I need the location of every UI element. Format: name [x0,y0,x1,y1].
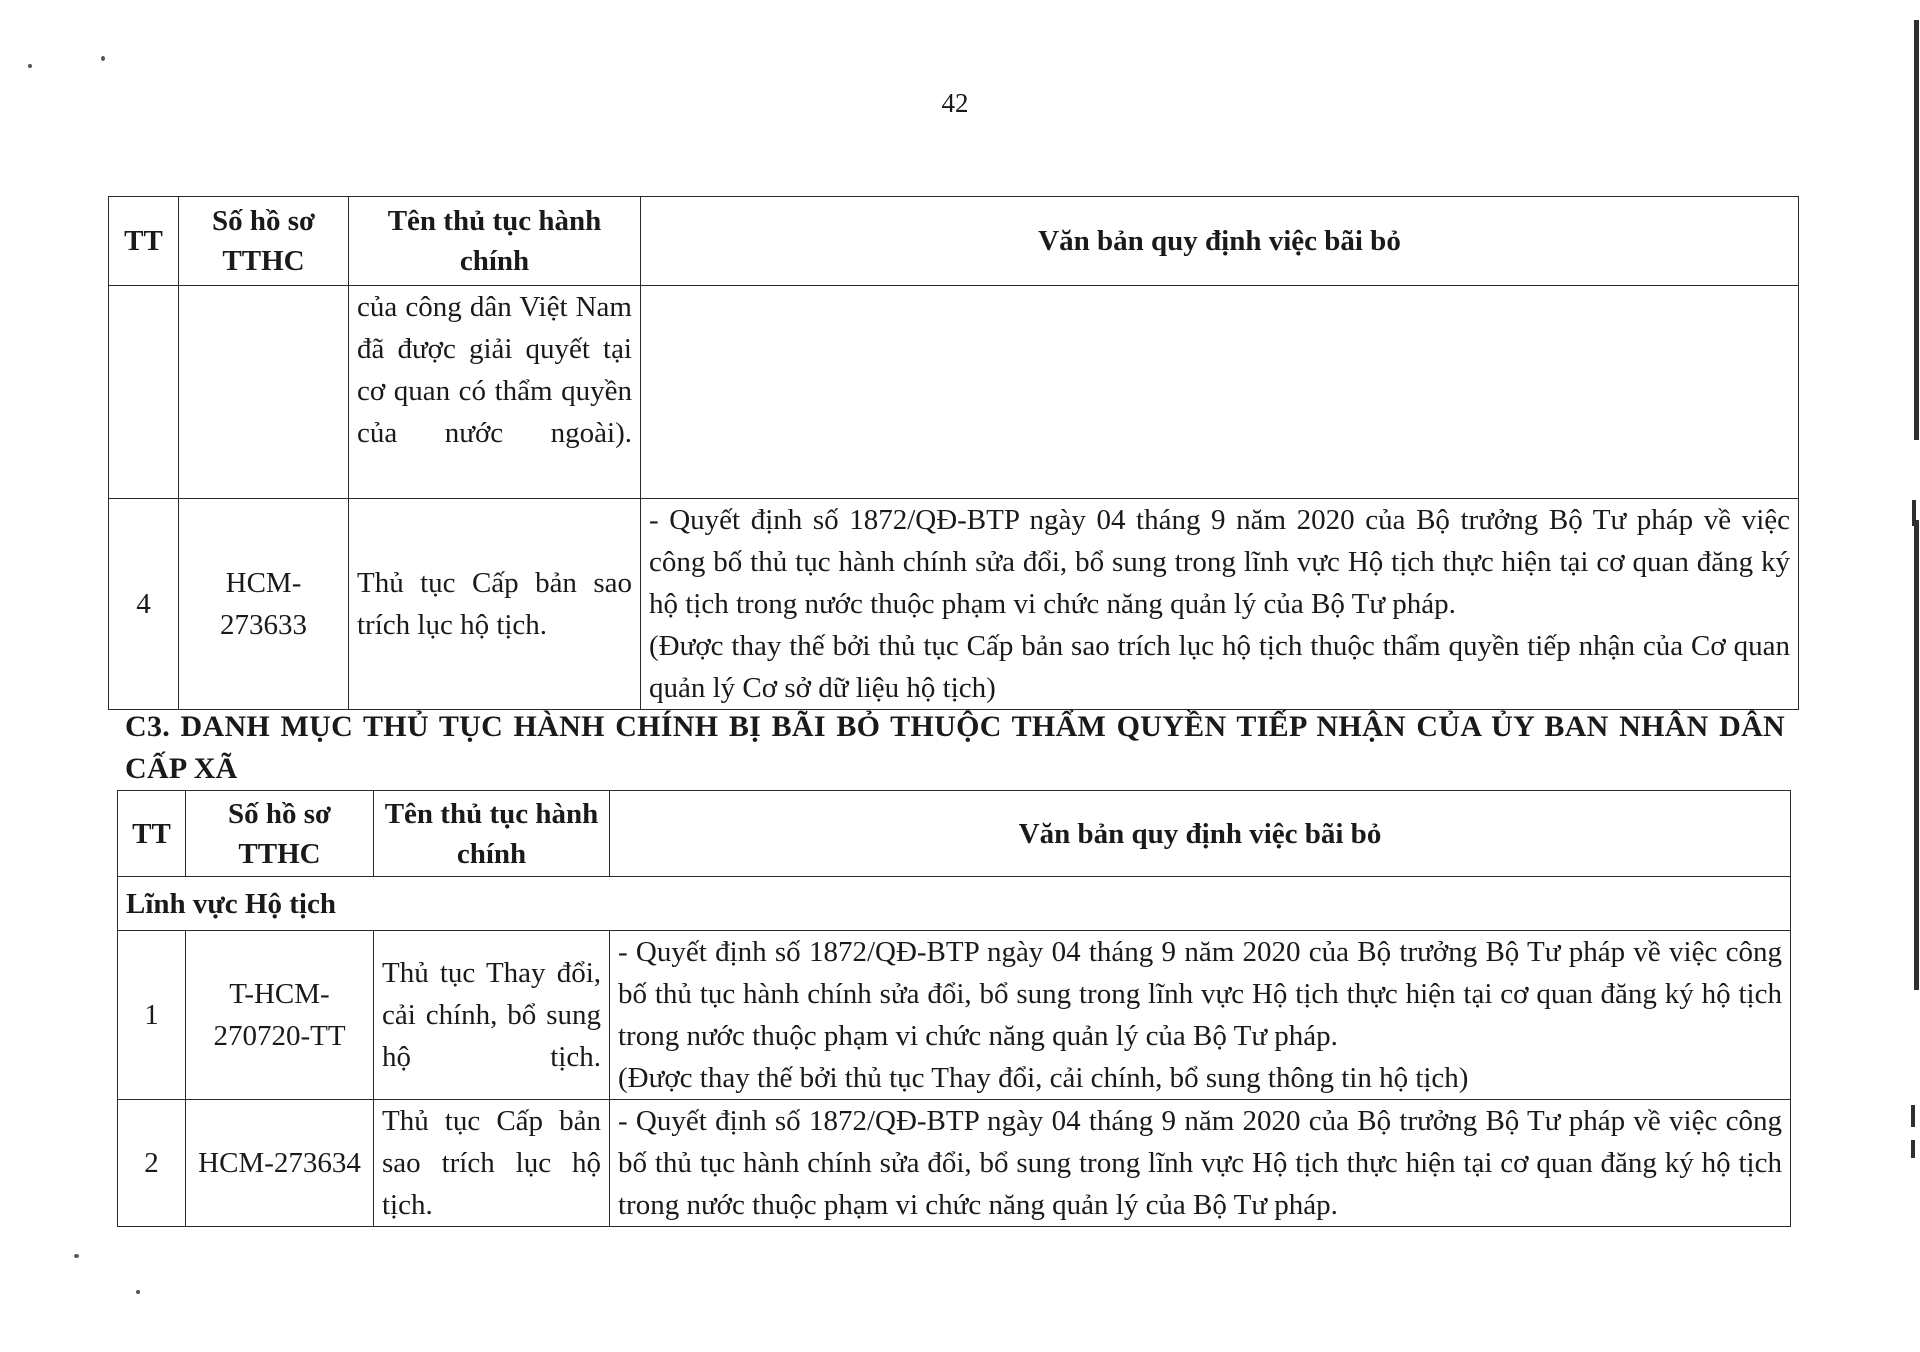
cell-so-ho-so: HCM-273633 [179,499,349,710]
scan-speck [101,56,105,61]
van-ban-note: (Được thay thế bởi thủ tục Cấp bản sao trích lục hộ tịch thuộc thẩm quyền tiếp nhận của Cơ quan quản lý Cơ sở dữ liệu hộ tịch) [649,630,1790,704]
table-header-row [109,197,1799,286]
header-van-ban: Văn bản quy định việc bãi bỏ [610,791,1791,877]
header-tt: TT [118,791,186,877]
header-ten-thu-tuc: Tên thủ tục hành chính [349,197,641,286]
scan-speck [136,1290,140,1294]
header-ten-thu-tuc: Tên thủ tục hành chính [374,791,610,877]
scan-speck [74,1254,79,1258]
header-tt: TT [109,197,179,286]
cell-tt: 1 [118,931,186,1100]
cell-so-ho-so: HCM-273634 [186,1100,374,1227]
cell-van-ban [610,931,1791,1100]
cell-so-ho-so [179,286,349,499]
procedures-table-continued [108,196,1799,710]
cell-tt: 2 [118,1100,186,1227]
scan-edge-mark [1911,1140,1915,1158]
header-van-ban: Văn bản quy định việc bãi bỏ [641,197,1799,286]
scan-speck [28,64,32,68]
cell-ten-thu-tuc: Thủ tục Cấp bản sao trích lục hộ tịch. [349,499,641,710]
scan-edge-mark [1914,20,1919,440]
field-label: Lĩnh vực Hộ tịch [118,877,1791,931]
page-number: 42 [941,88,969,118]
cell-van-ban [641,286,1799,499]
table-row [109,499,1799,710]
table-header-row [118,791,1791,877]
header-so-ho-so: Số hồ sơ TTHC [179,197,349,286]
cell-van-ban [610,1100,1791,1227]
cell-van-ban [641,499,1799,710]
van-ban-note: (Được thay thế bởi thủ tục Thay đổi, cải chính, bổ sung thông tin hộ tịch) [618,1062,1469,1094]
cell-ten-thu-tuc: Thủ tục Cấp bản sao trích lục hộ tịch. [374,1100,610,1227]
van-ban-decision: - Quyết định số 1872/QĐ-BTP ngày 04 tháng 9 năm 2020 của Bộ trưởng Bộ Tư pháp về việc công bố thủ tục hành chính sửa đổi, bổ sung trong lĩnh vực Hộ tịch thực hiện tại cơ quan đăng ký hộ tịch trong nước thuộc phạm vi chức năng quản lý của Bộ Tư pháp. [649,504,1790,620]
cell-ten-thu-tuc: Thủ tục Thay đổi, cải chính, bổ sung hộ tịch. [374,931,610,1100]
cell-so-ho-so: T-HCM-270720-TT [186,931,374,1100]
cell-ten-thu-tuc: của công dân Việt Nam đã được giải quyết tại cơ quan có thẩm quyền của nước ngoài). [349,286,641,499]
header-so-ho-so: Số hồ sơ TTHC [186,791,374,877]
table-row [118,931,1791,1100]
field-row [118,877,1791,931]
van-ban-decision: - Quyết định số 1872/QĐ-BTP ngày 04 tháng 9 năm 2020 của Bộ trưởng Bộ Tư pháp về việc công bố thủ tục hành chính sửa đổi, bổ sung trong lĩnh vực Hộ tịch thực hiện tại cơ quan đăng ký hộ tịch trong nước thuộc phạm vi chức năng quản lý của Bộ Tư pháp. [618,1105,1782,1221]
cell-tt [109,286,179,499]
van-ban-decision: - Quyết định số 1872/QĐ-BTP ngày 04 tháng 9 năm 2020 của Bộ trưởng Bộ Tư pháp về việc công bố thủ tục hành chính sửa đổi, bổ sung trong lĩnh vực Hộ tịch thực hiện tại cơ quan đăng ký hộ tịch trong nước thuộc phạm vi chức năng quản lý của Bộ Tư pháp. [618,936,1782,1052]
section-heading: C3. DANH MỤC THỦ TỤC HÀNH CHÍNH BỊ BÃI BỎ THUỘC THẨM QUYỀN TIẾP NHẬN CỦA ỦY BAN NHÂN DÂN CẤP XÃ [125,710,1785,785]
cell-tt: 4 [109,499,179,710]
table-row [118,1100,1791,1227]
procedures-table-commune [117,790,1791,1227]
scan-edge-mark [1911,1105,1915,1127]
table-row [109,286,1799,499]
scan-edge-mark [1914,520,1919,990]
